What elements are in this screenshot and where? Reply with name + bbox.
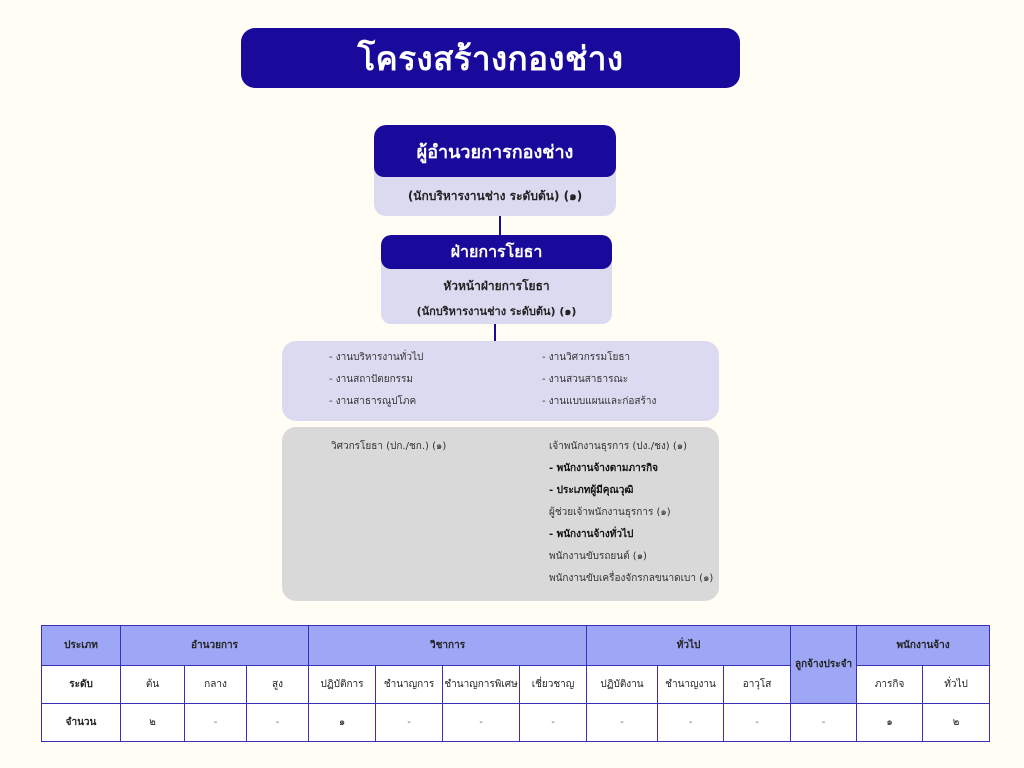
group-header-general: ทั่วไป	[587, 626, 791, 666]
level-cell: ปฏิบัติการ	[309, 666, 376, 704]
director-node	[374, 125, 616, 216]
count-cell: -	[376, 704, 443, 742]
level-cell: สูง	[247, 666, 309, 704]
level-cell: ชำนาญการ	[376, 666, 443, 704]
level-cell: กลาง	[185, 666, 247, 704]
count-cell: -	[724, 704, 791, 742]
works-division-head-position: (นักบริหารงานช่าง ระดับต้น) (๑)	[416, 305, 577, 318]
count-cell: -	[520, 704, 587, 742]
task-item: - งานแบบแผนและก่อสร้าง	[542, 396, 657, 407]
count-cell: -	[443, 704, 520, 742]
group-header-academic: วิชาการ	[309, 626, 587, 666]
group-header-executive: อำนวยการ	[121, 626, 309, 666]
tasks-box	[282, 341, 719, 421]
level-cell: ทั่วไป	[923, 666, 990, 704]
director-title: ผู้อำนวยการกองช่าง	[374, 125, 616, 177]
count-cell: -	[791, 704, 857, 742]
staff-group-heading: - พนักงานจ้างทั่วไป	[549, 529, 634, 540]
level-cell: อาวุโส	[724, 666, 791, 704]
group-header-contract-employee: พนักงานจ้าง	[857, 626, 990, 666]
page-title: โครงสร้างกองช่าง	[241, 28, 740, 88]
group-header-permanent-employee: ลูกจ้างประจำ	[791, 626, 857, 704]
count-cell: -	[247, 704, 309, 742]
count-cell: -	[185, 704, 247, 742]
staff-item: พนักงานขับรถยนต์ (๑)	[549, 551, 647, 562]
level-cell: ต้น	[121, 666, 185, 704]
level-cell: ชำนาญการพิเศษ	[443, 666, 520, 704]
row-label-type: ประเภท	[42, 626, 121, 666]
level-cell: ชำนาญงาน	[658, 666, 724, 704]
position-count-table	[41, 625, 990, 742]
level-cell: เชี่ยวชาญ	[520, 666, 587, 704]
row-label-level: ระดับ	[42, 666, 121, 704]
level-cell: ภารกิจ	[857, 666, 923, 704]
works-division-node	[381, 235, 612, 324]
connector-director-works	[499, 216, 501, 235]
director-position: (นักบริหารงานช่าง ระดับต้น) (๑)	[407, 189, 583, 203]
staff-item: เจ้าพนักงานธุรการ (ปง./ชง) (๑)	[549, 441, 687, 452]
staff-item: พนักงานขับเครื่องจักรกลขนาดเบา (๑)	[549, 573, 714, 584]
task-item: - งานสถาปัตยกรรม	[329, 374, 413, 385]
staff-item: วิศวกรโยธา (ปก./ชก.) (๑)	[331, 441, 447, 452]
staff-group-heading: - ประเภทผู้มีคุณวุฒิ	[549, 485, 634, 496]
count-cell: ๑	[309, 704, 376, 742]
works-division-head: หัวหน้าฝ่ายการโยธา	[443, 279, 550, 293]
level-cell: ปฏิบัติงาน	[587, 666, 658, 704]
staff-box	[282, 427, 719, 601]
connector-works-tasks	[494, 324, 496, 341]
count-cell: ๑	[857, 704, 923, 742]
task-item: - งานสวนสาธารณะ	[542, 374, 629, 385]
task-item: - งานสาธารณูปโภค	[329, 396, 417, 407]
staff-group-heading: - พนักงานจ้างตามภารกิจ	[549, 463, 658, 474]
staff-item: ผู้ช่วยเจ้าพนักงานธุรการ (๑)	[549, 507, 671, 518]
works-division-title: ฝ่ายการโยธา	[381, 235, 612, 269]
count-cell: ๒	[923, 704, 990, 742]
count-cell: ๒	[121, 704, 185, 742]
task-item: - งานวิศวกรรมโยธา	[542, 352, 631, 363]
count-cell: -	[658, 704, 724, 742]
task-item: - งานบริหารงานทั่วไป	[329, 352, 424, 363]
row-label-count: จำนวน	[42, 704, 121, 742]
count-cell: -	[587, 704, 658, 742]
